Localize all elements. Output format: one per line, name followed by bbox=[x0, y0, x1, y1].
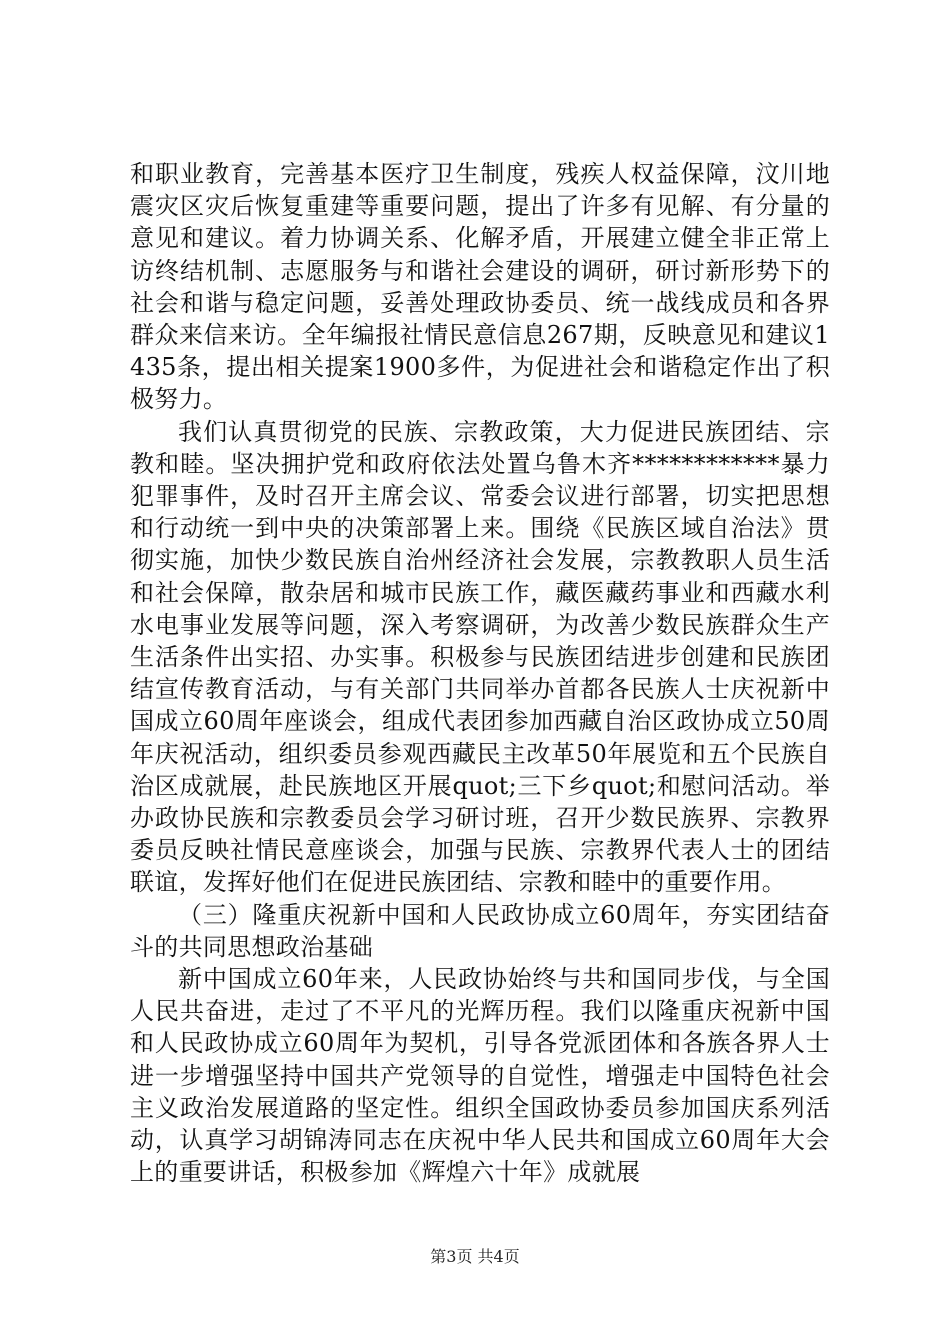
paragraph-ethnic-religious-policy: 我们认真贯彻党的民族、宗教政策，大力促进民族团结、宗教和睦。坚决拥护党和政府依法处置乌鲁木齐************暴力犯罪事件，及时召开主席会议、常委会议进行部署，切实把思想和行动统一到中央的决策部署上来。围绕《民族区域自治法》贯彻实施，加快少数民族自治州经济社会发展，宗教教职人员生活和社会保障，散杂居和城市民族工作，藏医藏药事业和西藏水利水电事业发展等问题，深入考察调研，为改善少数民族群众生产生活条件出实招、办实事。积极参与民族团结进步创建和民族团结宣传教育活动，与有关部门共同举办首都各民族人士庆祝新中国成立60周年座谈会，组成代表团参加西藏自治区政协成立50周年庆祝活动，组织委员参观西藏民主改革50年展览和五个民族自治区成就展，赴民族地区开展quot;三下乡quot;和慰问活动。举办政协民族和宗教委员会学习研讨班，召开少数民族界、宗教界委员反映社情民意座谈会，加强与民族、宗教界代表人士的团结联谊，发挥好他们在促进民族团结、宗教和睦中的重要作用。 bbox=[130, 417, 830, 897]
paragraph-continuation: 和职业教育，完善基本医疗卫生制度，残疾人权益保障，汶川地震灾区灾后恢复重建等重要问题，提出了许多有见解、有分量的意见和建议。着力协调关系、化解矛盾，开展建立健全非正常上访终结机制、志愿服务与和谐社会建设的调研，研讨新形势下的社会和谐与稳定问题，妥善处理政协委员、统一战线成员和各界群众来信来访。全年编报社情民意信息267期，反映意见和建议1435条，提出相关提案1900多件，为促进社会和谐稳定作出了积极努力。 bbox=[130, 160, 830, 414]
page-number-footer: 第3页 共4页 bbox=[430, 1247, 520, 1266]
paragraph-60th-anniversary: 新中国成立60年来，人民政协始终与共和国同步伐，与全国人民共奋进，走过了不平凡的光辉历程。我们以隆重庆祝新中国和人民政协成立60周年为契机，引导各党派团体和各族各界人士进一步增强坚持中国共产党领导的自觉性，增强走中国特色社会主义政治发展道路的坚定性。组织全国政协委员参加国庆系列活动，认真学习胡锦涛同志在庆祝中华人民共和国成立60周年大会上的重要讲话，积极参加《辉煌六十年》成就展 bbox=[130, 965, 830, 1187]
section-heading-3: （三）隆重庆祝新中国和人民政协成立60周年，夯实团结奋斗的共同思想政治基础 bbox=[130, 900, 830, 961]
document-body bbox=[130, 158, 830, 1189]
